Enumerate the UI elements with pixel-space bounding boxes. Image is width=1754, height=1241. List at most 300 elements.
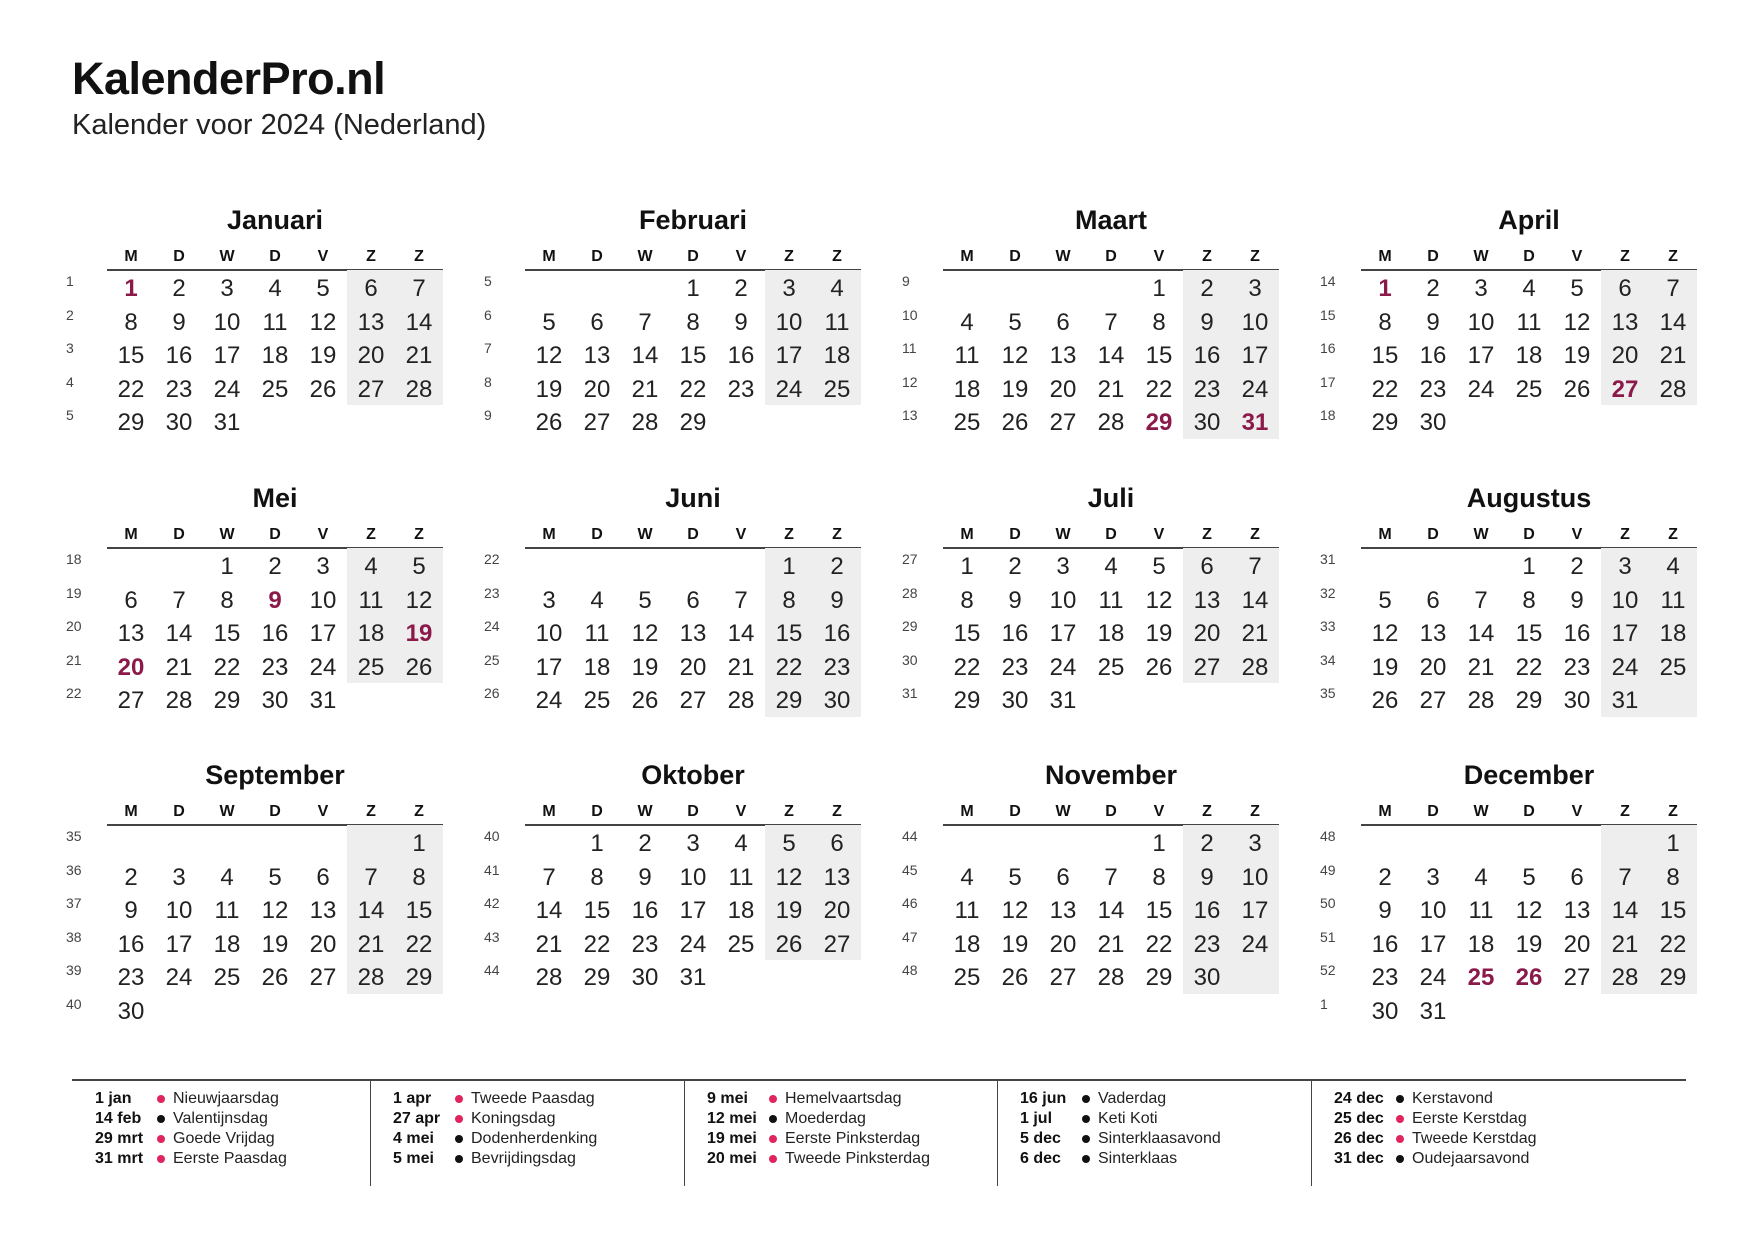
- day-cell: 1: [220, 553, 234, 580]
- weekday-label: Z: [1668, 803, 1678, 820]
- day-cell: 6: [590, 308, 604, 336]
- day-cell: 8: [960, 586, 974, 614]
- month-name: Augustus: [1466, 483, 1592, 513]
- day-cell: 24: [1241, 375, 1269, 403]
- day-cell: 16: [631, 897, 659, 924]
- day-cell: 28: [727, 687, 755, 714]
- day-cell: 7: [1104, 308, 1118, 336]
- day-cell: 7: [364, 863, 378, 891]
- day-cell: 22: [405, 930, 433, 958]
- day-cell: 13: [309, 897, 337, 924]
- week-number: 3: [66, 340, 74, 356]
- day-cell: 25: [583, 687, 611, 714]
- week-number: 37: [66, 895, 82, 911]
- weekday-label: Z: [366, 248, 376, 265]
- day-cell: 5: [1378, 586, 1392, 614]
- day-cell: 26: [1563, 375, 1591, 403]
- day-cell: 4: [1104, 553, 1118, 580]
- day-cell: 20: [309, 930, 337, 958]
- day-cell: 30: [165, 409, 193, 436]
- day-cell: 22: [1145, 375, 1173, 403]
- weekday-label: Z: [414, 803, 424, 820]
- day-cell: 3: [1056, 553, 1070, 580]
- holiday-day: 27: [1611, 375, 1639, 403]
- month-november: [902, 760, 1308, 1030]
- legend-holiday-name: Eerste Kerstdag: [1412, 1110, 1527, 1127]
- day-cell: 18: [953, 930, 981, 958]
- week-number: 25: [484, 651, 500, 668]
- weekday-label: D: [1105, 803, 1117, 820]
- legend-holiday-name: Dodenherdenking: [471, 1130, 598, 1147]
- legend-holiday-name: Sinterklaasavond: [1098, 1130, 1221, 1147]
- day-cell: 21: [631, 375, 659, 403]
- weekday-label: Z: [366, 803, 376, 820]
- day-cell: 20: [1563, 930, 1591, 958]
- day-cell: 26: [775, 930, 803, 958]
- weekday-label: Z: [1250, 248, 1260, 265]
- weekday-label: M: [542, 526, 556, 543]
- legend-holiday-name: Nieuwjaarsdag: [173, 1090, 279, 1107]
- weekday-label: Z: [1250, 526, 1260, 543]
- day-cell: 18: [583, 653, 611, 681]
- day-cell: 17: [1049, 620, 1077, 647]
- weekday-label: W: [1473, 248, 1489, 265]
- month-name: Januari: [226, 205, 324, 235]
- bullet-dot-icon: [1082, 1115, 1090, 1123]
- day-cell: 25: [1659, 653, 1687, 681]
- day-cell: 10: [535, 620, 563, 647]
- day-cell: 22: [679, 375, 707, 403]
- day-cell: 28: [1097, 964, 1125, 991]
- weekday-label: M: [1378, 526, 1392, 543]
- day-cell: 3: [1474, 275, 1488, 302]
- day-cell: 23: [117, 964, 145, 991]
- day-cell: 26: [405, 653, 433, 681]
- day-cell: 23: [631, 930, 659, 958]
- weekday-label: Z: [1250, 803, 1260, 820]
- weekday-label: D: [173, 803, 185, 820]
- day-cell: 31: [1419, 997, 1447, 1025]
- legend-holiday-name: Koningsdag: [471, 1110, 556, 1127]
- month-oktober: [484, 760, 890, 1030]
- legend-date: 20 mei: [707, 1150, 757, 1167]
- day-cell: 28: [357, 964, 385, 991]
- legend-item: [1020, 1089, 1166, 1109]
- day-cell: 19: [1515, 930, 1543, 958]
- bullet-dot-icon: [1082, 1155, 1090, 1163]
- weekday-label: M: [542, 248, 556, 265]
- holiday-day: 29: [1145, 409, 1173, 436]
- legend-holiday-name: Vaderdag: [1098, 1090, 1167, 1107]
- day-cell: 22: [1659, 930, 1687, 958]
- day-cell: 1: [1666, 830, 1680, 857]
- day-cell: 10: [775, 308, 803, 336]
- day-cell: 26: [1145, 653, 1173, 681]
- day-cell: 9: [172, 308, 186, 336]
- legend-holiday-name: Keti Koti: [1098, 1110, 1158, 1127]
- weekday-label: M: [1378, 803, 1392, 820]
- day-cell: 7: [1666, 275, 1680, 302]
- day-cell: 8: [1378, 308, 1392, 336]
- day-cell: 15: [679, 342, 707, 369]
- bullet-dot-icon: [455, 1115, 463, 1123]
- day-cell: 22: [1371, 375, 1399, 403]
- day-cell: 25: [1097, 653, 1125, 681]
- week-number: 51: [1320, 928, 1336, 945]
- legend-holiday-name: Goede Vrijdag: [173, 1130, 275, 1147]
- day-cell: 17: [1241, 897, 1269, 924]
- day-cell: 28: [1611, 964, 1639, 991]
- day-cell: 1: [412, 830, 426, 857]
- week-number: 50: [1320, 895, 1336, 911]
- day-cell: 15: [213, 620, 241, 647]
- day-cell: 4: [960, 308, 974, 336]
- weekday-label: Z: [1202, 526, 1212, 543]
- day-cell: 9: [830, 586, 844, 614]
- week-number: 27: [902, 551, 918, 567]
- day-cell: 19: [309, 342, 337, 369]
- weekday-label: D: [687, 803, 699, 820]
- week-number: 8: [484, 373, 492, 390]
- week-number: 4: [66, 373, 74, 390]
- day-cell: 4: [1666, 553, 1680, 580]
- day-cell: 29: [405, 964, 433, 991]
- day-cell: 13: [823, 863, 851, 891]
- day-cell: 5: [782, 830, 796, 857]
- day-cell: 6: [1426, 586, 1440, 614]
- weekday-label: D: [687, 526, 699, 543]
- legend-holiday-name: Eerste Paasdag: [173, 1150, 287, 1167]
- legend-item: [1020, 1149, 1177, 1169]
- day-cell: 6: [1200, 553, 1214, 580]
- day-cell: 13: [117, 620, 145, 647]
- day-cell: 8: [124, 308, 138, 336]
- day-cell: 12: [1145, 586, 1173, 614]
- site-title: KalenderPro.nl: [72, 53, 386, 104]
- day-cell: 2: [1200, 275, 1214, 302]
- day-cell: 20: [583, 375, 611, 403]
- bullet-dot-icon: [157, 1115, 165, 1123]
- day-cell: 12: [1563, 308, 1591, 336]
- day-cell: 19: [1371, 653, 1399, 681]
- day-cell: 4: [830, 275, 844, 302]
- day-cell: 23: [1419, 375, 1447, 403]
- legend-date: 4 mei: [393, 1130, 434, 1147]
- day-cell: 21: [357, 930, 385, 958]
- weekday-label: V: [735, 526, 747, 543]
- day-cell: 5: [412, 553, 426, 580]
- day-cell: 31: [213, 409, 241, 436]
- day-cell: 13: [1563, 897, 1591, 924]
- day-cell: 20: [1049, 930, 1077, 958]
- weekday-label: Z: [1668, 526, 1678, 543]
- day-cell: 27: [679, 687, 707, 714]
- day-cell: 1: [590, 830, 604, 857]
- day-cell: 29: [583, 964, 611, 991]
- bullet-dot-icon: [1082, 1135, 1090, 1143]
- day-cell: 14: [535, 897, 563, 924]
- day-cell: 5: [268, 863, 282, 891]
- weekday-label: D: [1523, 526, 1535, 543]
- day-cell: 17: [165, 930, 193, 958]
- day-cell: 7: [1474, 586, 1488, 614]
- day-cell: 2: [124, 863, 138, 891]
- day-cell: 3: [220, 275, 234, 302]
- day-cell: 29: [213, 687, 241, 714]
- weekday-label: Z: [1620, 803, 1630, 820]
- day-cell: 21: [1241, 620, 1269, 647]
- week-number: 35: [1320, 685, 1336, 701]
- day-cell: 15: [775, 620, 803, 647]
- day-cell: 6: [686, 586, 700, 614]
- day-cell: 16: [1193, 897, 1221, 924]
- day-cell: 10: [1419, 897, 1447, 924]
- week-number: 11: [902, 340, 917, 356]
- day-cell: 14: [357, 897, 385, 924]
- day-cell: 13: [1049, 897, 1077, 924]
- week-number: 9: [902, 273, 910, 289]
- day-cell: 30: [117, 997, 145, 1025]
- weekday-label: D: [1427, 803, 1439, 820]
- day-cell: 15: [1371, 342, 1399, 369]
- bullet-dot-icon: [1396, 1155, 1404, 1163]
- day-cell: 9: [638, 863, 652, 891]
- day-cell: 15: [1145, 342, 1173, 369]
- day-cell: 21: [1467, 653, 1495, 681]
- day-cell: 9: [124, 897, 138, 924]
- day-cell: 22: [953, 653, 981, 681]
- weekday-label: Z: [784, 248, 794, 265]
- day-cell: 1: [1152, 275, 1166, 302]
- day-cell: 22: [775, 653, 803, 681]
- legend-item: [707, 1109, 866, 1129]
- day-cell: 14: [631, 342, 659, 369]
- day-cell: 2: [172, 275, 186, 302]
- day-cell: 30: [261, 687, 289, 714]
- day-cell: 15: [1145, 897, 1173, 924]
- day-cell: 28: [1241, 653, 1269, 681]
- day-cell: 14: [1659, 308, 1687, 336]
- day-cell: 21: [535, 930, 563, 958]
- day-cell: 19: [1001, 375, 1029, 403]
- day-cell: 27: [309, 964, 337, 991]
- weekday-label: D: [1523, 248, 1535, 265]
- day-cell: 12: [1001, 342, 1029, 369]
- legend-date: 27 apr: [393, 1110, 441, 1127]
- weekday-label: Z: [1202, 248, 1212, 265]
- weekday-label: W: [219, 526, 235, 543]
- day-cell: 11: [584, 620, 610, 647]
- legend-date: 14 feb: [95, 1110, 142, 1127]
- day-cell: 30: [1563, 687, 1591, 714]
- day-cell: 17: [1467, 342, 1495, 369]
- month-name: Maart: [1074, 205, 1148, 235]
- week-number: 47: [902, 928, 918, 945]
- month-name: Oktober: [641, 760, 745, 790]
- day-cell: 15: [117, 342, 145, 369]
- day-cell: 21: [727, 653, 755, 681]
- day-cell: 11: [1468, 897, 1494, 924]
- month-name: September: [205, 760, 345, 790]
- legend-date: 1 apr: [393, 1090, 432, 1107]
- week-number: 38: [66, 928, 82, 945]
- day-cell: 12: [1515, 897, 1543, 924]
- legend-item: [1334, 1149, 1529, 1169]
- week-number: 26: [484, 685, 500, 701]
- weekday-label: M: [960, 526, 974, 543]
- bullet-dot-icon: [157, 1155, 165, 1163]
- weekday-label: V: [1571, 526, 1583, 543]
- day-cell: 19: [1145, 620, 1173, 647]
- day-cell: 6: [364, 275, 378, 302]
- legend-holiday-name: Kerstavond: [1412, 1090, 1493, 1107]
- weekday-label: V: [735, 803, 747, 820]
- day-cell: 18: [1467, 930, 1495, 958]
- weekday-label: V: [1571, 248, 1583, 265]
- day-cell: 13: [583, 342, 611, 369]
- day-cell: 22: [213, 653, 241, 681]
- day-cell: 27: [1563, 964, 1591, 991]
- day-cell: 11: [1660, 586, 1686, 614]
- day-cell: 15: [1659, 897, 1687, 924]
- day-cell: 21: [1611, 930, 1639, 958]
- legend-date: 12 mei: [707, 1110, 757, 1127]
- day-cell: 4: [1474, 863, 1488, 891]
- day-cell: 20: [823, 897, 851, 924]
- week-number: 33: [1320, 618, 1336, 634]
- weekday-label: D: [1009, 248, 1021, 265]
- day-cell: 3: [1248, 830, 1262, 857]
- legend-item: [1334, 1129, 1537, 1149]
- month-augustus: [1320, 483, 1726, 753]
- week-number: 52: [1320, 962, 1336, 978]
- day-cell: 7: [1104, 863, 1118, 891]
- day-cell: 4: [220, 863, 234, 891]
- day-cell: 28: [1097, 409, 1125, 436]
- legend-item: [1020, 1109, 1158, 1129]
- legend-date: 24 dec: [1334, 1090, 1384, 1107]
- bullet-dot-icon: [455, 1135, 463, 1143]
- day-cell: 6: [1618, 275, 1632, 302]
- weekday-label: W: [219, 803, 235, 820]
- day-cell: 16: [117, 930, 145, 958]
- day-cell: 26: [535, 409, 563, 436]
- holiday-day: 26: [1515, 964, 1543, 991]
- week-number: 19: [66, 584, 82, 601]
- weekday-label: Z: [1668, 248, 1678, 265]
- day-cell: 13: [1419, 620, 1447, 647]
- day-cell: 10: [1467, 308, 1495, 336]
- day-cell: 24: [1611, 653, 1639, 681]
- day-cell: 5: [1570, 275, 1584, 302]
- week-number: 49: [1320, 861, 1336, 878]
- day-cell: 30: [1193, 964, 1221, 991]
- day-cell: 12: [1001, 897, 1029, 924]
- day-cell: 2: [638, 830, 652, 857]
- day-cell: 1: [782, 553, 796, 580]
- month-december: [1320, 760, 1726, 1030]
- week-number: 48: [1320, 828, 1336, 844]
- week-number: 2: [66, 306, 74, 323]
- day-cell: 29: [117, 409, 145, 436]
- day-cell: 16: [727, 342, 755, 369]
- week-number: 41: [484, 861, 500, 878]
- day-cell: 25: [953, 409, 981, 436]
- day-cell: 6: [830, 830, 844, 857]
- legend-date: 1 jan: [95, 1090, 132, 1107]
- day-cell: 7: [1618, 863, 1632, 891]
- day-cell: 10: [1241, 863, 1269, 891]
- day-cell: 19: [631, 653, 659, 681]
- day-cell: 7: [542, 863, 556, 891]
- day-cell: 11: [954, 897, 980, 924]
- legend-date: 31 dec: [1334, 1150, 1384, 1167]
- month-februari: [484, 205, 890, 475]
- weekday-label: W: [1055, 526, 1071, 543]
- day-cell: 15: [583, 897, 611, 924]
- month-mei: [66, 483, 472, 753]
- legend-item: [1334, 1089, 1493, 1109]
- day-cell: 19: [775, 897, 803, 924]
- day-cell: 23: [1371, 964, 1399, 991]
- day-cell: 12: [631, 620, 659, 647]
- legend-column: [1311, 1080, 1624, 1186]
- weekday-label: Z: [414, 526, 424, 543]
- day-cell: 29: [953, 687, 981, 714]
- holiday-day: 1: [1378, 275, 1392, 302]
- day-cell: 23: [1001, 653, 1029, 681]
- day-cell: 3: [1426, 863, 1440, 891]
- week-number: 31: [902, 685, 918, 701]
- weekday-label: D: [591, 248, 603, 265]
- day-cell: 4: [364, 553, 378, 580]
- day-cell: 18: [261, 342, 289, 369]
- bullet-dot-icon: [769, 1095, 777, 1103]
- day-cell: 11: [214, 897, 240, 924]
- day-cell: 15: [405, 897, 433, 924]
- week-number: 5: [484, 273, 492, 289]
- week-number: 35: [66, 828, 82, 844]
- weekday-label: D: [1105, 248, 1117, 265]
- weekday-label: V: [1571, 803, 1583, 820]
- week-number: 36: [66, 861, 82, 878]
- month-april: [1320, 205, 1726, 475]
- weekday-label: D: [1105, 526, 1117, 543]
- page-subtitle: Kalender voor 2024 (Nederland): [72, 109, 487, 141]
- week-number: 43: [484, 928, 500, 945]
- bullet-dot-icon: [1396, 1095, 1404, 1103]
- week-number: 44: [902, 828, 918, 844]
- week-number: 15: [1320, 306, 1336, 323]
- day-cell: 26: [1001, 964, 1029, 991]
- week-number: 29: [902, 618, 918, 634]
- weekday-label: Z: [414, 248, 424, 265]
- legend-holiday-name: Sinterklaas: [1098, 1150, 1178, 1167]
- day-cell: 5: [1008, 863, 1022, 891]
- day-cell: 23: [1193, 930, 1221, 958]
- holiday-day: 25: [1467, 964, 1495, 991]
- day-cell: 7: [412, 275, 426, 302]
- week-number: 13: [902, 407, 918, 423]
- day-cell: 26: [261, 964, 289, 991]
- week-number: 21: [66, 651, 82, 668]
- legend-holiday-name: Eerste Pinksterdag: [785, 1130, 921, 1147]
- week-number: 5: [66, 407, 74, 423]
- holiday-day: 19: [405, 620, 433, 647]
- day-cell: 24: [309, 653, 337, 681]
- day-cell: 1: [1522, 553, 1536, 580]
- weekday-label: W: [1055, 248, 1071, 265]
